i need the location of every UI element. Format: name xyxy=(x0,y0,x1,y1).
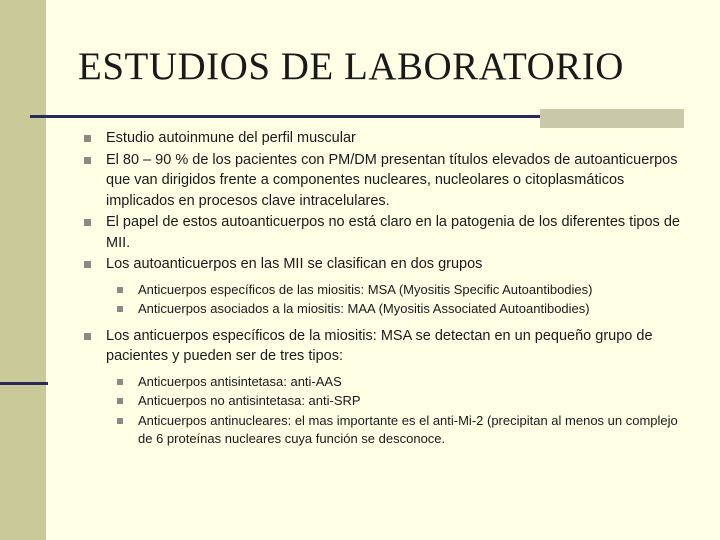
square-bullet-icon xyxy=(117,398,123,404)
bullet-text: Los anticuerpos específicos de la miositis: MSA se detectan en un pequeño grupo de pacientes y pueden ser de tres tipos: xyxy=(106,327,653,364)
sidebar-accent-line xyxy=(0,382,48,385)
bullet-text: El papel de estos autoanticuerpos no está claro en la patogenia de los diferentes tipos de MII. xyxy=(106,214,680,251)
sub-bullet-text: Anticuerpos antisintetasa: anti-AAS xyxy=(138,373,342,389)
bullet-list xyxy=(84,128,684,450)
sub-bullet-item xyxy=(117,300,684,319)
sub-bullet-item xyxy=(117,392,684,411)
square-bullet-icon xyxy=(84,157,91,164)
bullet-text: El 80 – 90 % de los pacientes con PM/DM presentan títulos elevados de autoanticuerpos que van dirigidos frente a componentes nucleares, nucleolares o citoplasmáticos implicados en procesos clave intracelulares. xyxy=(106,151,678,209)
square-bullet-icon xyxy=(117,287,123,293)
title-accent-block xyxy=(540,109,684,128)
sub-bullet-item xyxy=(117,412,684,449)
square-bullet-icon xyxy=(117,306,123,312)
square-bullet-icon xyxy=(84,219,91,226)
bullet-item xyxy=(84,150,684,212)
square-bullet-icon xyxy=(84,135,91,142)
square-bullet-icon xyxy=(84,261,91,268)
square-bullet-icon xyxy=(84,333,91,340)
sub-bullet-item xyxy=(117,281,684,300)
sidebar-decoration xyxy=(0,0,46,540)
bullet-text: Los autoanticuerpos en las MII se clasifican en dos grupos xyxy=(106,256,483,272)
bullet-item xyxy=(84,212,684,253)
bullet-item xyxy=(84,128,684,149)
sub-bullet-text: Anticuerpos específicos de las miositis: MSA (Myositis Specific Autoantibodies) xyxy=(138,281,593,297)
bullet-text: Estudio autoinmune del perfil muscular xyxy=(106,130,356,146)
sub-bullet-text: Anticuerpos no antisintetasa: anti-SRP xyxy=(138,393,361,408)
square-bullet-icon xyxy=(117,379,123,385)
bullet-item xyxy=(84,254,684,275)
bullet-item xyxy=(84,326,684,367)
sub-bullet-text: Anticuerpos asociados a la miositis: MAA (Myositis Associated Autoantibodies) xyxy=(138,301,590,316)
square-bullet-icon xyxy=(117,418,123,424)
sub-bullet-text: Anticuerpos antinucleares: el mas importante es el anti-Mi-2 (precipitan al menos un complejo de 6 proteínas nucleares cuya función se desconoce. xyxy=(138,412,678,446)
slide-title: ESTUDIOS DE LABORATORIO xyxy=(78,45,624,88)
sub-bullet-item xyxy=(117,373,684,392)
